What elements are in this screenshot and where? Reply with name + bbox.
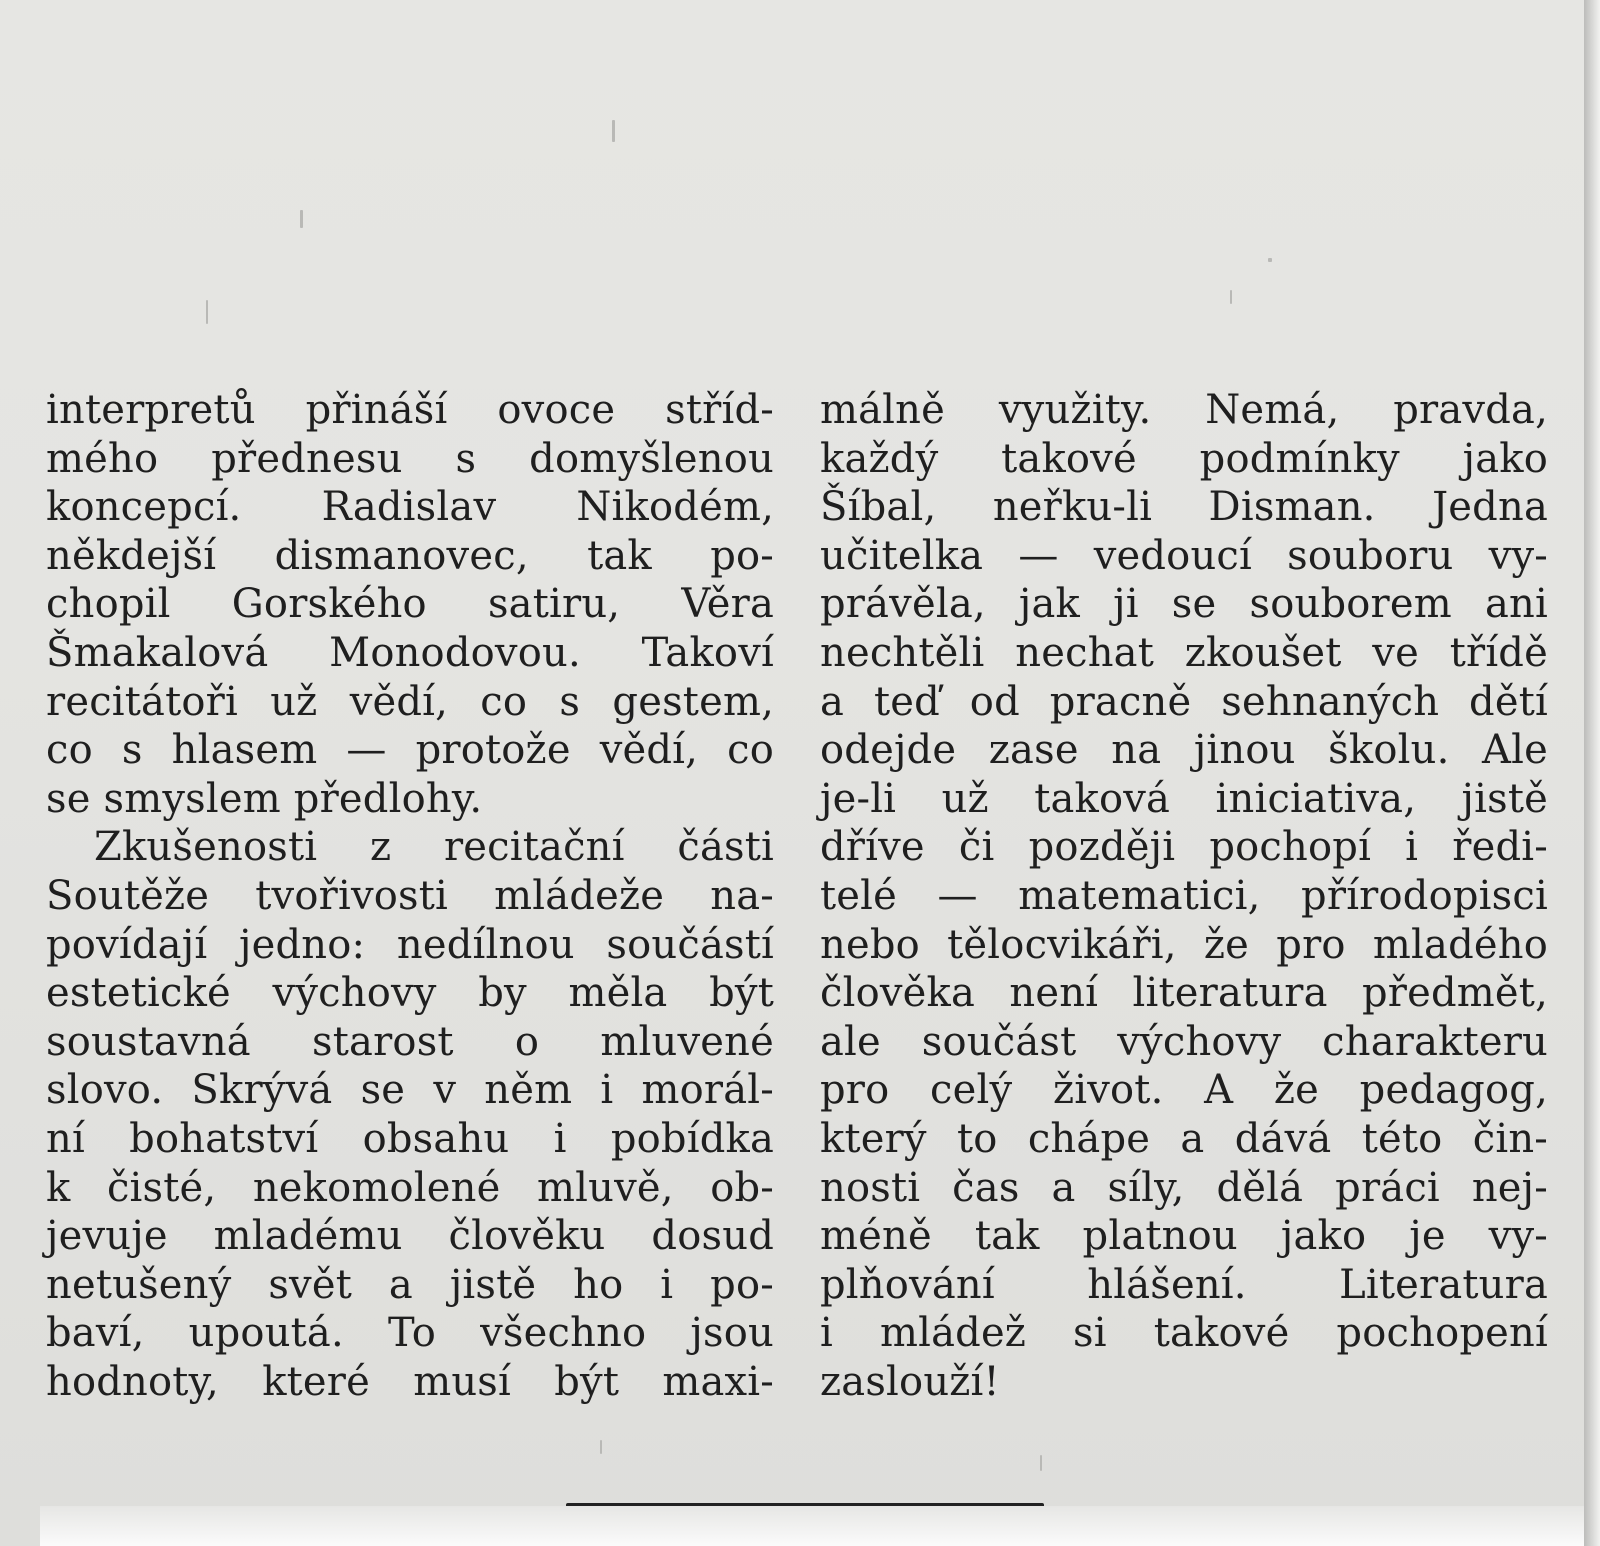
text-line: právěla, jak ji se souborem ani bbox=[820, 581, 1548, 628]
text-line: učitelka — vedoucí souboru vy- bbox=[820, 532, 1548, 579]
article-column-right bbox=[820, 386, 1548, 1406]
paper-speck bbox=[612, 120, 615, 142]
text-line: ní bohatství obsahu i pobídka bbox=[46, 1115, 774, 1162]
text-line: recitátoři už vědí, co s gestem, bbox=[46, 678, 774, 725]
text-line: se smyslem předlohy. bbox=[46, 775, 483, 822]
text-line: nechtěli nechat zkoušet ve třídě bbox=[820, 629, 1548, 676]
text-line: k čisté, nekomolené mluvě, ob- bbox=[46, 1164, 774, 1211]
text-line: jevuje mladému člověku dosud bbox=[46, 1213, 774, 1260]
paragraph-start-line: Zkušenosti z recitační části bbox=[94, 824, 774, 871]
text-line: koncepcí. Radislav Nikodém, bbox=[46, 484, 774, 531]
text-line: slovo. Skrývá se v něm i morál- bbox=[46, 1067, 774, 1114]
text-line: chopil Gorského satiru, Věra bbox=[46, 581, 774, 628]
text-line: někdejší dismanovec, tak po- bbox=[46, 532, 774, 579]
paper-speck bbox=[1268, 258, 1272, 262]
text-line: nosti čas a síly, dělá práci nej- bbox=[820, 1164, 1548, 1211]
text-line: Soutěže tvořivosti mládeže na- bbox=[46, 872, 774, 919]
text-line: telé — matematici, přírodopisci bbox=[820, 872, 1548, 919]
paper-speck bbox=[600, 1440, 602, 1454]
text-line: pro celý život. A že pedagog, bbox=[820, 1067, 1548, 1114]
article-column-left bbox=[46, 386, 774, 1406]
text-line: člověka není literatura předmět, bbox=[820, 970, 1548, 1017]
paper-speck bbox=[206, 300, 208, 324]
paper-speck bbox=[1040, 1455, 1042, 1471]
text-line: je-li už taková iniciativa, jistě bbox=[820, 775, 1548, 822]
text-line: Šíbal, neřku-li Disman. Jedna bbox=[820, 484, 1548, 531]
text-line: interpretů přináší ovoce stříd- bbox=[46, 387, 774, 433]
text-line: estetické výchovy by měla být bbox=[46, 970, 774, 1017]
text-line: každý takové podmínky jako bbox=[820, 435, 1548, 482]
text-line: co s hlasem — protože vědí, co bbox=[46, 727, 774, 774]
paper-speck bbox=[300, 210, 303, 228]
text-line: zaslouží! bbox=[820, 1358, 1000, 1405]
text-line: hodnoty, které musí být maxi- bbox=[46, 1358, 774, 1405]
text-line: který to chápe a dává této čin- bbox=[820, 1115, 1548, 1162]
text-line: málně využity. Nemá, pravda, bbox=[820, 387, 1548, 433]
text-line: plňování hlášení. Literatura bbox=[820, 1261, 1548, 1308]
text-line: nebo tělocvikáři, že pro mladého bbox=[820, 921, 1548, 968]
text-line: i mládež si takové pochopení bbox=[820, 1310, 1548, 1357]
paper-speck bbox=[1230, 290, 1232, 304]
text-line: mého přednesu s domyšlenou bbox=[46, 435, 774, 482]
text-line: ale součást výchovy charakteru bbox=[820, 1018, 1548, 1065]
text-line: Šmakalová Monodovou. Takoví bbox=[46, 629, 774, 676]
text-line: dříve či později pochopí i ředi- bbox=[820, 824, 1548, 871]
text-line: baví, upoutá. To všechno jsou bbox=[46, 1310, 774, 1357]
text-line: méně tak platnou jako je vy- bbox=[820, 1213, 1548, 1260]
text-line: povídají jedno: nedílnou součástí bbox=[46, 921, 774, 968]
text-line: soustavná starost o mluvené bbox=[46, 1018, 774, 1065]
text-line: odejde zase na jinou školu. Ale bbox=[820, 727, 1548, 774]
text-line: a teď od pracně sehnaných dětí bbox=[820, 678, 1548, 725]
page-edge-right bbox=[1584, 0, 1600, 1546]
text-line: netušený svět a jistě ho i po- bbox=[46, 1261, 774, 1308]
page-margin-bottom bbox=[40, 1506, 1584, 1546]
